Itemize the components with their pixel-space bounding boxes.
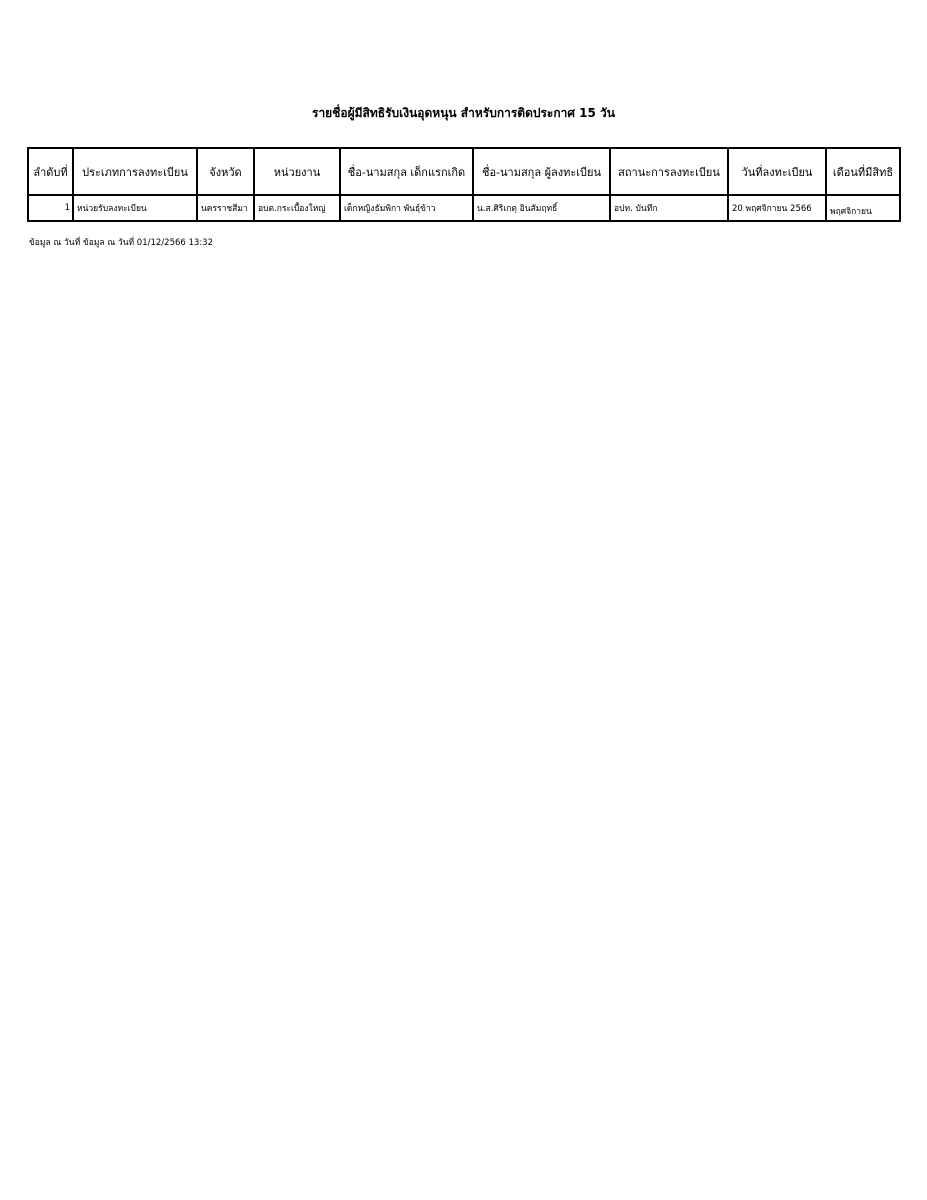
column-header-eligible-month: เดือนที่มีสิทธิ [826,148,900,195]
cell-province: นครราชสีมา [197,195,254,221]
table-header-row [28,148,900,195]
table-row [28,195,900,221]
cell-registration-status: อปท. บันทึก [610,195,728,221]
cell-order: 1 [28,195,73,221]
column-header-registration-status: สถานะการลงทะเบียน [610,148,728,195]
data-timestamp-note: ข้อมูล ณ วันที่ ข้อมูล ณ วันที่ 01/12/2566 13:32 [29,238,213,248]
cell-eligible-month: พฤศจิกายน [826,195,900,221]
column-header-agency: หน่วยงาน [254,148,340,195]
column-header-registration-type: ประเภทการลงทะเบียน [73,148,197,195]
column-header-registration-date: วันที่ลงทะเบียน [728,148,826,195]
page-title: รายชื่อผู้มีสิทธิรับเงินอุดหนุน สำหรับการติดประกาศ 15 วัน [312,106,615,120]
beneficiary-table [27,147,901,222]
column-header-registrant-name: ชื่อ-นามสกุล ผู้ลงทะเบียน [473,148,610,195]
cell-newborn-name: เด็กหญิงธัมพิกา พันธุ์ข้าว [340,195,473,221]
cell-agency: อบต.กระเบื้องใหญ่ [254,195,340,221]
column-header-newborn-name: ชื่อ-นามสกุล เด็กแรกเกิด [340,148,473,195]
column-header-order: ลำดับที่ [28,148,73,195]
cell-registration-type: หน่วยรับลงทะเบียน [73,195,197,221]
column-header-province: จังหวัด [197,148,254,195]
cell-registrant-name: น.ส.ศิริเกตุ อินสัมฤทธิ์ [473,195,610,221]
cell-registration-date: 20 พฤศจิกายน 2566 [728,195,826,221]
